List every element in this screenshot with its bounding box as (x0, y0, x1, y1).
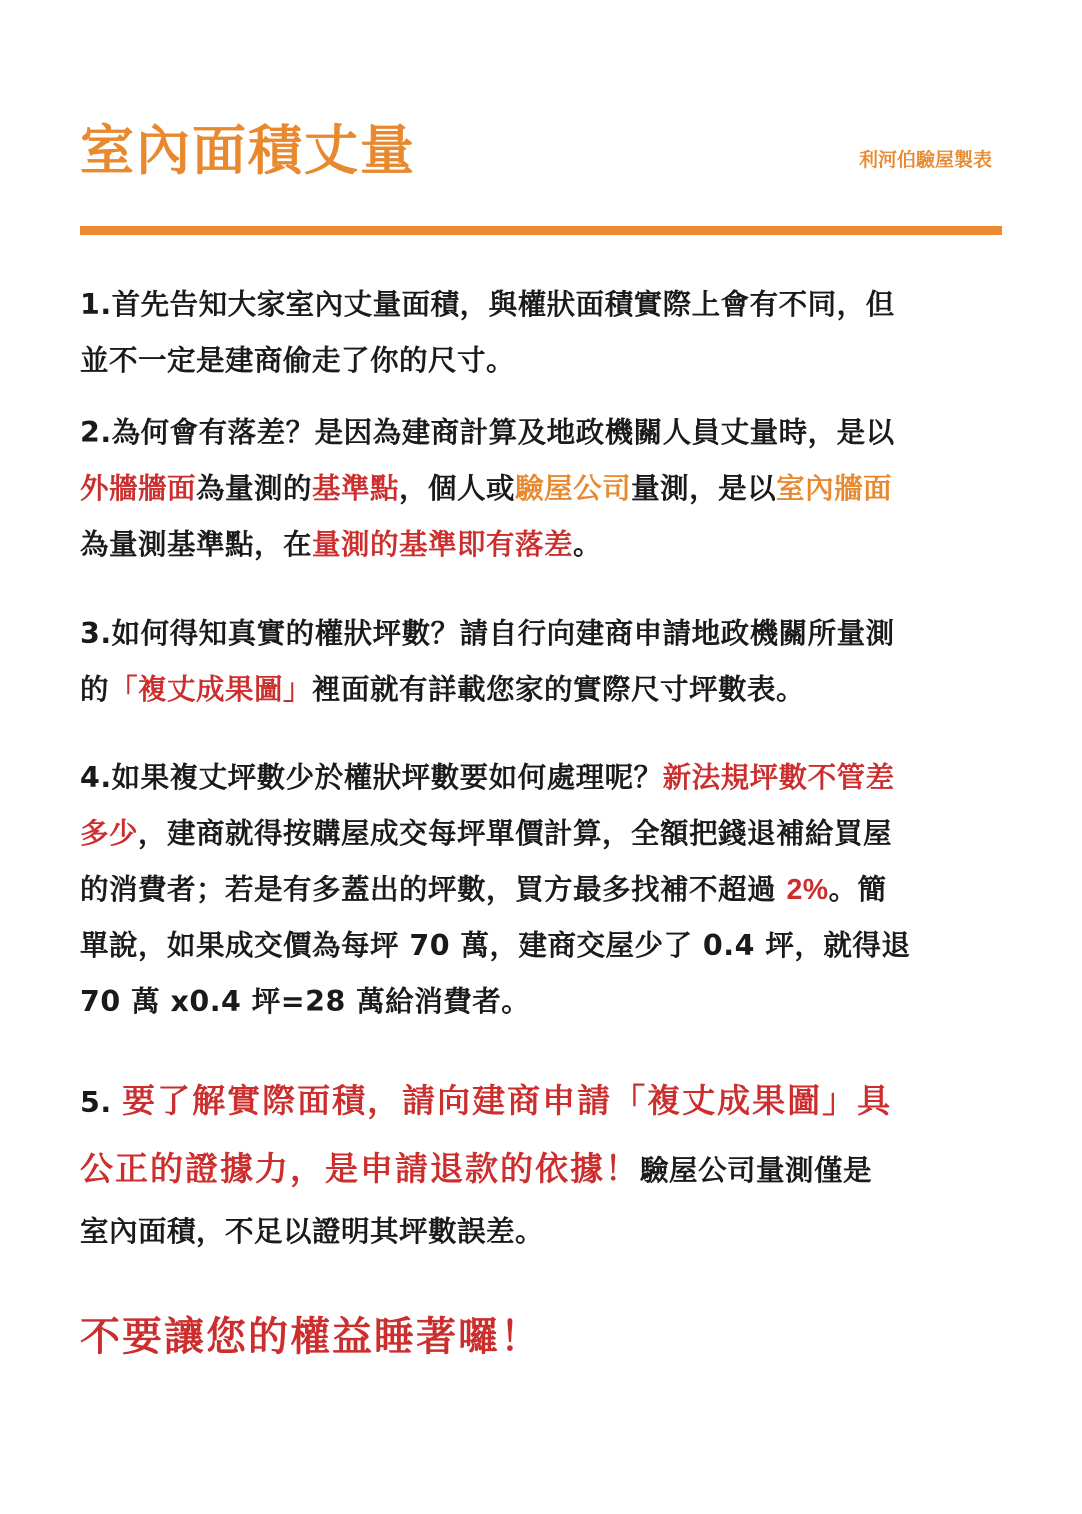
text-span: 。 (573, 528, 603, 561)
text-span: ，建商就得按購屋成交每坪單價計算，全額把錢退補給買屋 (138, 817, 893, 850)
highlight-outer-wall: 外牆牆面 (80, 472, 197, 505)
text-span: 裡面就有詳載您家的實際尺寸坪數表。 (312, 673, 806, 706)
paragraph-5 (80, 1068, 1005, 1260)
text-span: 的 (80, 673, 110, 706)
highlight-inner-wall: 室內牆面 (776, 472, 893, 505)
text-span: 驗屋公司量測僅是 (640, 1154, 873, 1187)
paragraph-4-line-3 (80, 862, 1005, 918)
highlight-legal-basis: 公正的證據力，是申請退款的依據！ (80, 1149, 640, 1188)
highlight-survey-map: 「複丈成果圖」 (109, 673, 313, 706)
paragraph-2-line-2 (80, 461, 1005, 517)
paragraph-3-line-1: 3.如何得知真實的權狀坪數？請自行向建商申請地政機關所量測 (80, 617, 895, 650)
paragraph-1-line-2: 並不一定是建商偷走了你的尺寸。 (80, 344, 516, 377)
paragraph-4 (80, 750, 1005, 1030)
closing-slogan: 不要讓您的權益睡著囉！ (80, 1314, 542, 1360)
paragraph-4-line-2 (80, 806, 1005, 862)
paragraph-4-line-5: 70 萬 x0.4 坪=28 萬給消費者。 (80, 985, 531, 1018)
paragraph-5-line-2 (80, 1136, 1005, 1204)
text-span: 量測，是以 (631, 472, 777, 505)
paragraph-1-line-1: 1.首先告知大家室內丈量面積，與權狀面積實際上會有不同，但 (80, 288, 895, 321)
paragraph-3 (80, 606, 1005, 718)
paragraph-4-line-1 (80, 750, 1005, 806)
paragraph-2 (80, 405, 1005, 573)
text-span: 5. (80, 1086, 123, 1119)
highlight-how-much: 多少 (80, 817, 139, 850)
highlight-reference-difference: 量測的基準即有落差 (312, 528, 574, 561)
text-span: 4.如果複丈坪數少於權狀坪數要如何處理呢？ (80, 761, 663, 794)
page-title: 室內面積丈量 (80, 119, 416, 182)
text-span: 為量測基準點，在 (80, 528, 313, 561)
text-span: 。簡 (828, 873, 887, 906)
paragraph-4-line-4: 單說，如果成交價為每坪 70 萬，建商交屋少了 0.4 坪，就得退 (80, 929, 911, 962)
text-span: ，個人或 (399, 472, 516, 505)
paragraph-1 (80, 277, 1005, 389)
highlight-inspection-company: 驗屋公司 (515, 472, 632, 505)
paragraph-3-line-2 (80, 662, 1005, 718)
text-span: 為量測的 (196, 472, 313, 505)
highlight-reference-point: 基準點 (312, 472, 400, 505)
paragraph-5-line-1 (80, 1068, 1005, 1136)
highlight-new-regulation: 新法規坪數不管差 (662, 761, 895, 794)
author-credit: 利河伯驗屋製表 (858, 149, 992, 171)
title-divider (80, 226, 1002, 235)
highlight-survey-request: 要了解實際面積，請向建商申請「複丈成果圖」具 (122, 1081, 893, 1120)
text-span: 的消費者；若是有多蓋出的坪數，買方最多找補不超過 (80, 873, 787, 906)
paragraph-5-line-3: 室內面積，不足以證明其坪數誤差。 (80, 1215, 545, 1248)
paragraph-2-line-3 (80, 517, 1005, 573)
paragraph-2-line-1: 2.為何會有落差？是因為建商計算及地政機關人員丈量時，是以 (80, 416, 895, 449)
highlight-percent: 2% (786, 874, 829, 906)
